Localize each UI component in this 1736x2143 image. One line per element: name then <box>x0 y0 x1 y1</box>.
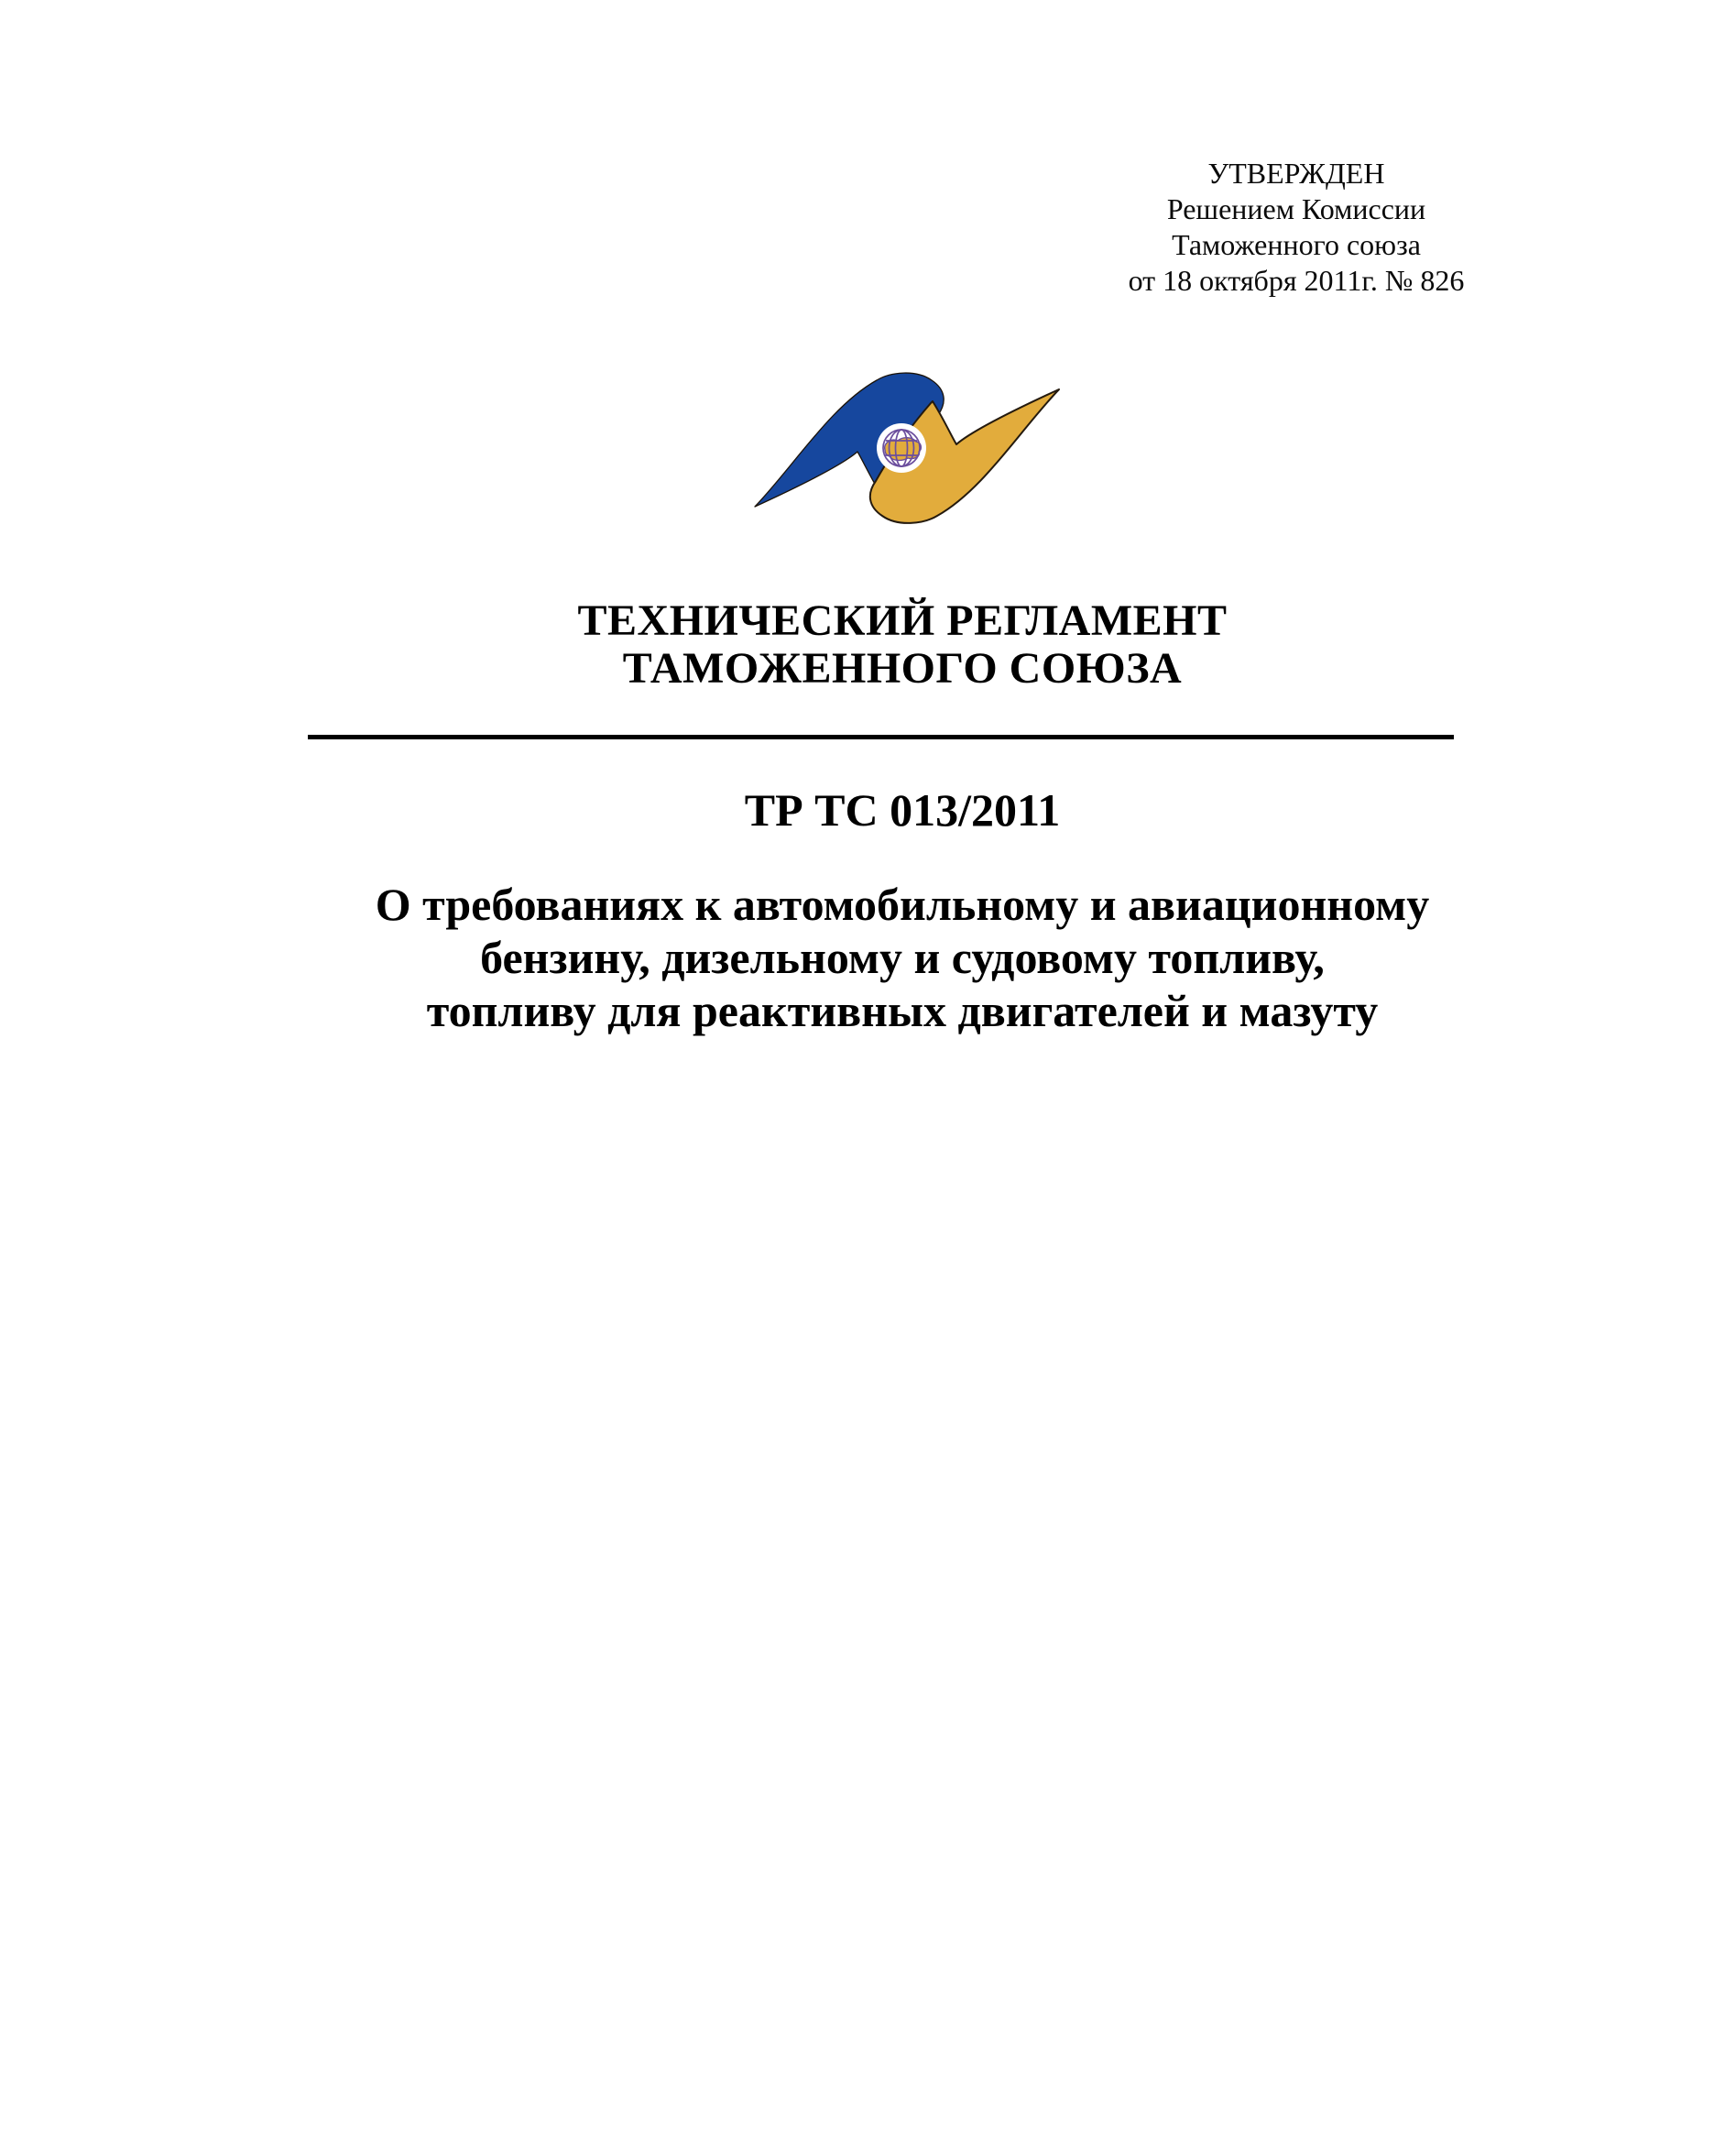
approval-line: Решением Комиссии <box>1166 192 1426 225</box>
document-title <box>307 597 1498 693</box>
document-subtitle-line: бензину, дизельному и судовому топливу, <box>480 932 1325 983</box>
emblem-globe-icon <box>877 423 926 473</box>
title-divider <box>308 735 1454 739</box>
approval-line: Таможенного союза <box>1172 228 1421 261</box>
document-title-line1: ТЕХНИЧЕСКИЙ РЕГЛАМЕНТ <box>577 596 1228 645</box>
approval-block <box>1021 156 1571 299</box>
approval-line: от 18 октября 2011г. № 826 <box>1128 264 1465 297</box>
eurasec-emblem <box>753 369 1061 527</box>
document-subtitle-line: О требованиях к автомобильному и авиационному <box>375 879 1430 930</box>
document-subtitle <box>261 878 1544 1037</box>
document-number: ТР ТС 013/2011 <box>744 784 1061 836</box>
approval-line: УТВЕРЖДЕН <box>1207 157 1385 190</box>
document-title-line2: ТАМОЖЕННОГО СОЮЗА <box>622 644 1183 693</box>
document-subtitle-line: топливу для реактивных двигателей и мазуту <box>426 985 1379 1036</box>
